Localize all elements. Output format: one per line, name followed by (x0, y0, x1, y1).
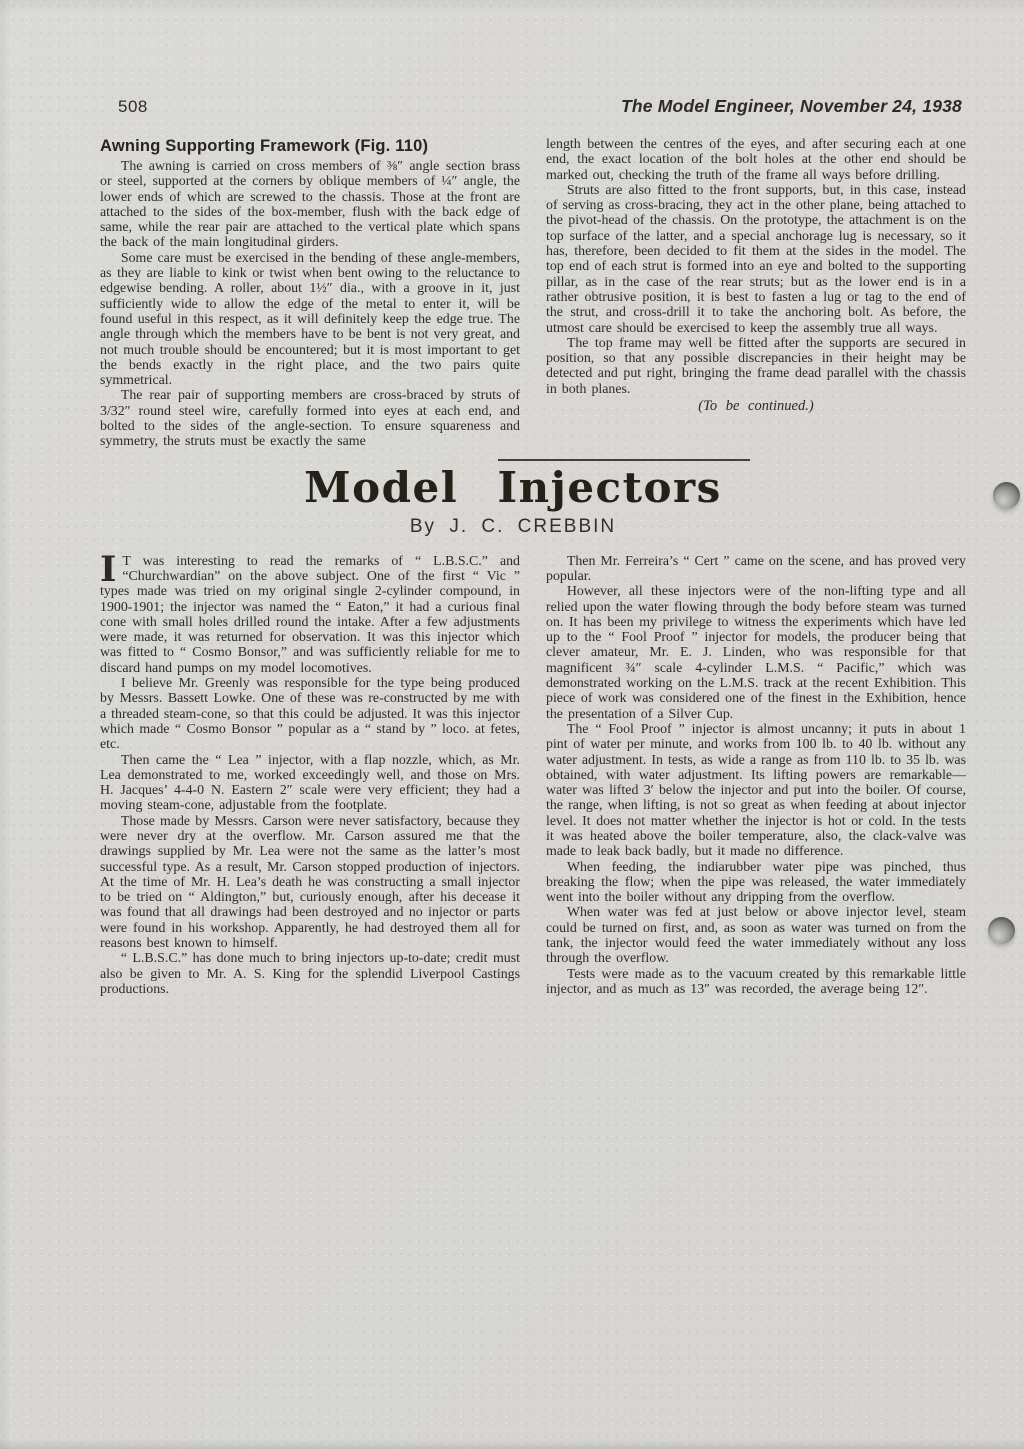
awning-left-paragraph: The rear pair of supporting members are cross-braced by struts of 3/32″ round steel wire, carefully formed into eyes at each end, and bolted to the sides of the angle-section. To ensure squareness and symmetry, the struts must be exactly the same (100, 388, 520, 450)
injectors-right-paragraph: The “ Fool Proof ” injector is almost uncanny; it puts in about 1 pint of water per minute, and works from 100 lb. to 40 lb. without any water adjustment. In tests, as wide a range as from 110 lb. to 35 lb. was obtained, with water adjustment. Its lifting powers are remarkable—water was lifted 3′ below the injector and put into the boiler. Of course, the range, when lifting, is not so great as when feeding at about injector level. It does not matter whether the injector is hot or cold. In the tests it was heated above the boiler temperature, also, the clack-valve was made to leak back badly, but it made no difference. (546, 721, 966, 860)
journal-title-date: The Model Engineer, November 24, 1938 (621, 96, 962, 116)
injectors-left-paragraph: I believe Mr. Greenly was responsible for the type being produced by Messrs. Bassett Lowke. One of these was re-constructed by me with a threaded steam-cone, so that this could be adjusted. It was this injector which made “ Cosmo Bonsor ” popular as a “ stand by ” loco. at fetes, etc. (100, 676, 520, 753)
awning-heading: Awning Supporting Framework (Fig. 110) (100, 137, 429, 155)
injectors-left-column (100, 548, 520, 998)
punch-hole-artifact-top (993, 482, 1020, 509)
awning-right-paragraph: The top frame may well be fitted after the supports are secured in position, so that any possible discrepancies in their height may be detected and put right, bringing the frame dead parallel with the chassis in both planes. (546, 335, 966, 397)
injectors-right-paragraph: However, all these injectors were of the non-lifting type and all relied upon the water flowing through the body before steam was turned on. It has been my privilege to witness the experiments which have led up to the “ Fool Proof ” injector for models, the producer being that clever amateur, Mr. E. J. Linden, who was responsible for that magnificent ¾″ scale 4-cylinder L.M.S. “ Pacific,” which was demonstrated working on the L.M.S. track at the recent Exhibition. This piece of work was considered one of the finest in the Exhibition, hence the presentation of a Silver Cup. (546, 584, 966, 722)
article-divider-rule (498, 459, 750, 461)
awning-left-paragraph: The awning is carried on cross members of ⅜″ angle section brass or steel, supported at the corners by oblique members of ¼″ angle, the lower ends of which are screwed to the chassis. Those at the front are attached to the sides of the box-member, flush with the back edge of same, while the rear pair are attached to the vertical plate which spans the back of the main longitudinal girders. (100, 159, 520, 251)
awning-right-paragraph: Struts are also fitted to the front supports, but, in this case, instead of serving as cross-bracing, they act in the other plane, being attached to the pivot-head of the chassis. On the prototype, the attachment is on the top surface of the latter, and a special anchorage lug is necessary, so it has, therefore, been decided to fit them at the sides in the model. The top end of each strut is formed into an eye and bolted to the supporting pillar, as in the case of the rear struts; but as the lower end is in a rather obtrusive position, it is best to fasten a lug or tag to the end of the strut, and cross-drill it to take the anchoring bolt. As before, the utmost care should be exercised to keep the assembly true all ways. (546, 182, 966, 336)
injectors-right-paragraph: Tests were made as to the vacuum created by this remarkable little injector, and as much as 13″ was recorded, the average being 12″. (546, 966, 966, 997)
page-number: 508 (118, 97, 148, 116)
injectors-right-paragraph: Then Mr. Ferreira’s “ Cert ” came on the scene, and has proved very popular. (546, 553, 966, 584)
injectors-left-paragraph: “ L.B.S.C.” has done much to bring injectors up-to-date; credit must also be given to Mr. A. S. King for the splendid Liverpool Castings productions. (100, 951, 520, 997)
article-injectors (100, 548, 966, 998)
injectors-right-paragraph: When feeding, the indiarubber water pipe was pinched, thus breaking the flow; when the pipe was released, the water immediately went into the boiler without any dripping from the overflow. (546, 859, 966, 906)
awning-right-paragraph: length between the centres of the eyes, and after securing each at one end, the exact location of the bolt holes at the other end should be marked out, checking the truth of the frame all ways before drilling. (546, 137, 966, 183)
injectors-left-paragraph: Then came the “ Lea ” injector, with a flap nozzle, which, as Mr. Lea demonstrated to me, worked exceedingly well, and those on Mrs. H. Jacques’ 4-4-0 N. Eastern 2″ scale were very efficient; they had a moving steam-cone, adjustable from the footplate. (100, 752, 520, 814)
article-byline: By J. C. CREBBIN (409, 515, 617, 537)
injectors-opening-paragraph (100, 548, 520, 676)
page-header (100, 96, 966, 117)
article-title: Model Injectors (304, 462, 722, 512)
awning-left-paragraph: Some care must be exercised in the bending of these angle-members, as they are liable to kink or twist when bent owing to the reluctance to edgewise bending. A roller, about 1½″ dia., with a groove in it, just sufficiently wide to allow the edge of the metal to enter it, will be found useful in this respect, as it will definitely keep the edge true. The angle through which the members have to be bent is not very great, and not much trouble should be encountered; but it is most important to get the bends exactly in the right place, and the two pairs quite symmetrical. (100, 250, 520, 389)
drop-cap: I (100, 548, 117, 590)
to-be-continued-note: (To be continued.) (698, 398, 814, 415)
injectors-right-column (546, 554, 966, 998)
injectors-left-paragraph: Those made by Messrs. Carson were never satisfactory, because they were never dry at the overflow. Mr. Carson assured me that the drawings supplied by Mr. Lea were not the same as the latter’s most successful type. As a result, Mr. Carson stopped production of injectors. At the time of Mr. H. Lea’s death he was constructing a small injector to be tried on “ Aldington,” but, curiously enough, after his decease it was found that all drawings had been destroyed and no injector or parts were found in his workshop. Apparently, he had destroyed them all for reasons best known to himself. (100, 813, 520, 952)
opening-paragraph-text: T was interesting to read the remarks of “ L.B.S.C.” and “Churchwardian” on the above subject. One of the first “ Vic ” types made was tried on my original single 2-cylinder compound, in 1900-1901; the injector was named the “ Eaton,” it had a curious final cone with small holes drilled round the intake. After a few adjustments were made, it was returned for observation. It was this injector which was fitted to “ Cosmo Bonsor,” and was sufficiently reliable for me to discard hand pumps on my model locomotives. (100, 553, 520, 676)
injectors-right-paragraph: When water was fed at just below or above injector level, steam could be turned on first, and, as soon as water was turned on from the tank, the injector would feed the water immediately without any loss through the overflow. (546, 905, 966, 967)
awning-right-column (546, 137, 966, 450)
punch-hole-artifact-bottom (988, 917, 1015, 944)
awning-left-column (100, 137, 520, 450)
article-awning (100, 137, 966, 450)
